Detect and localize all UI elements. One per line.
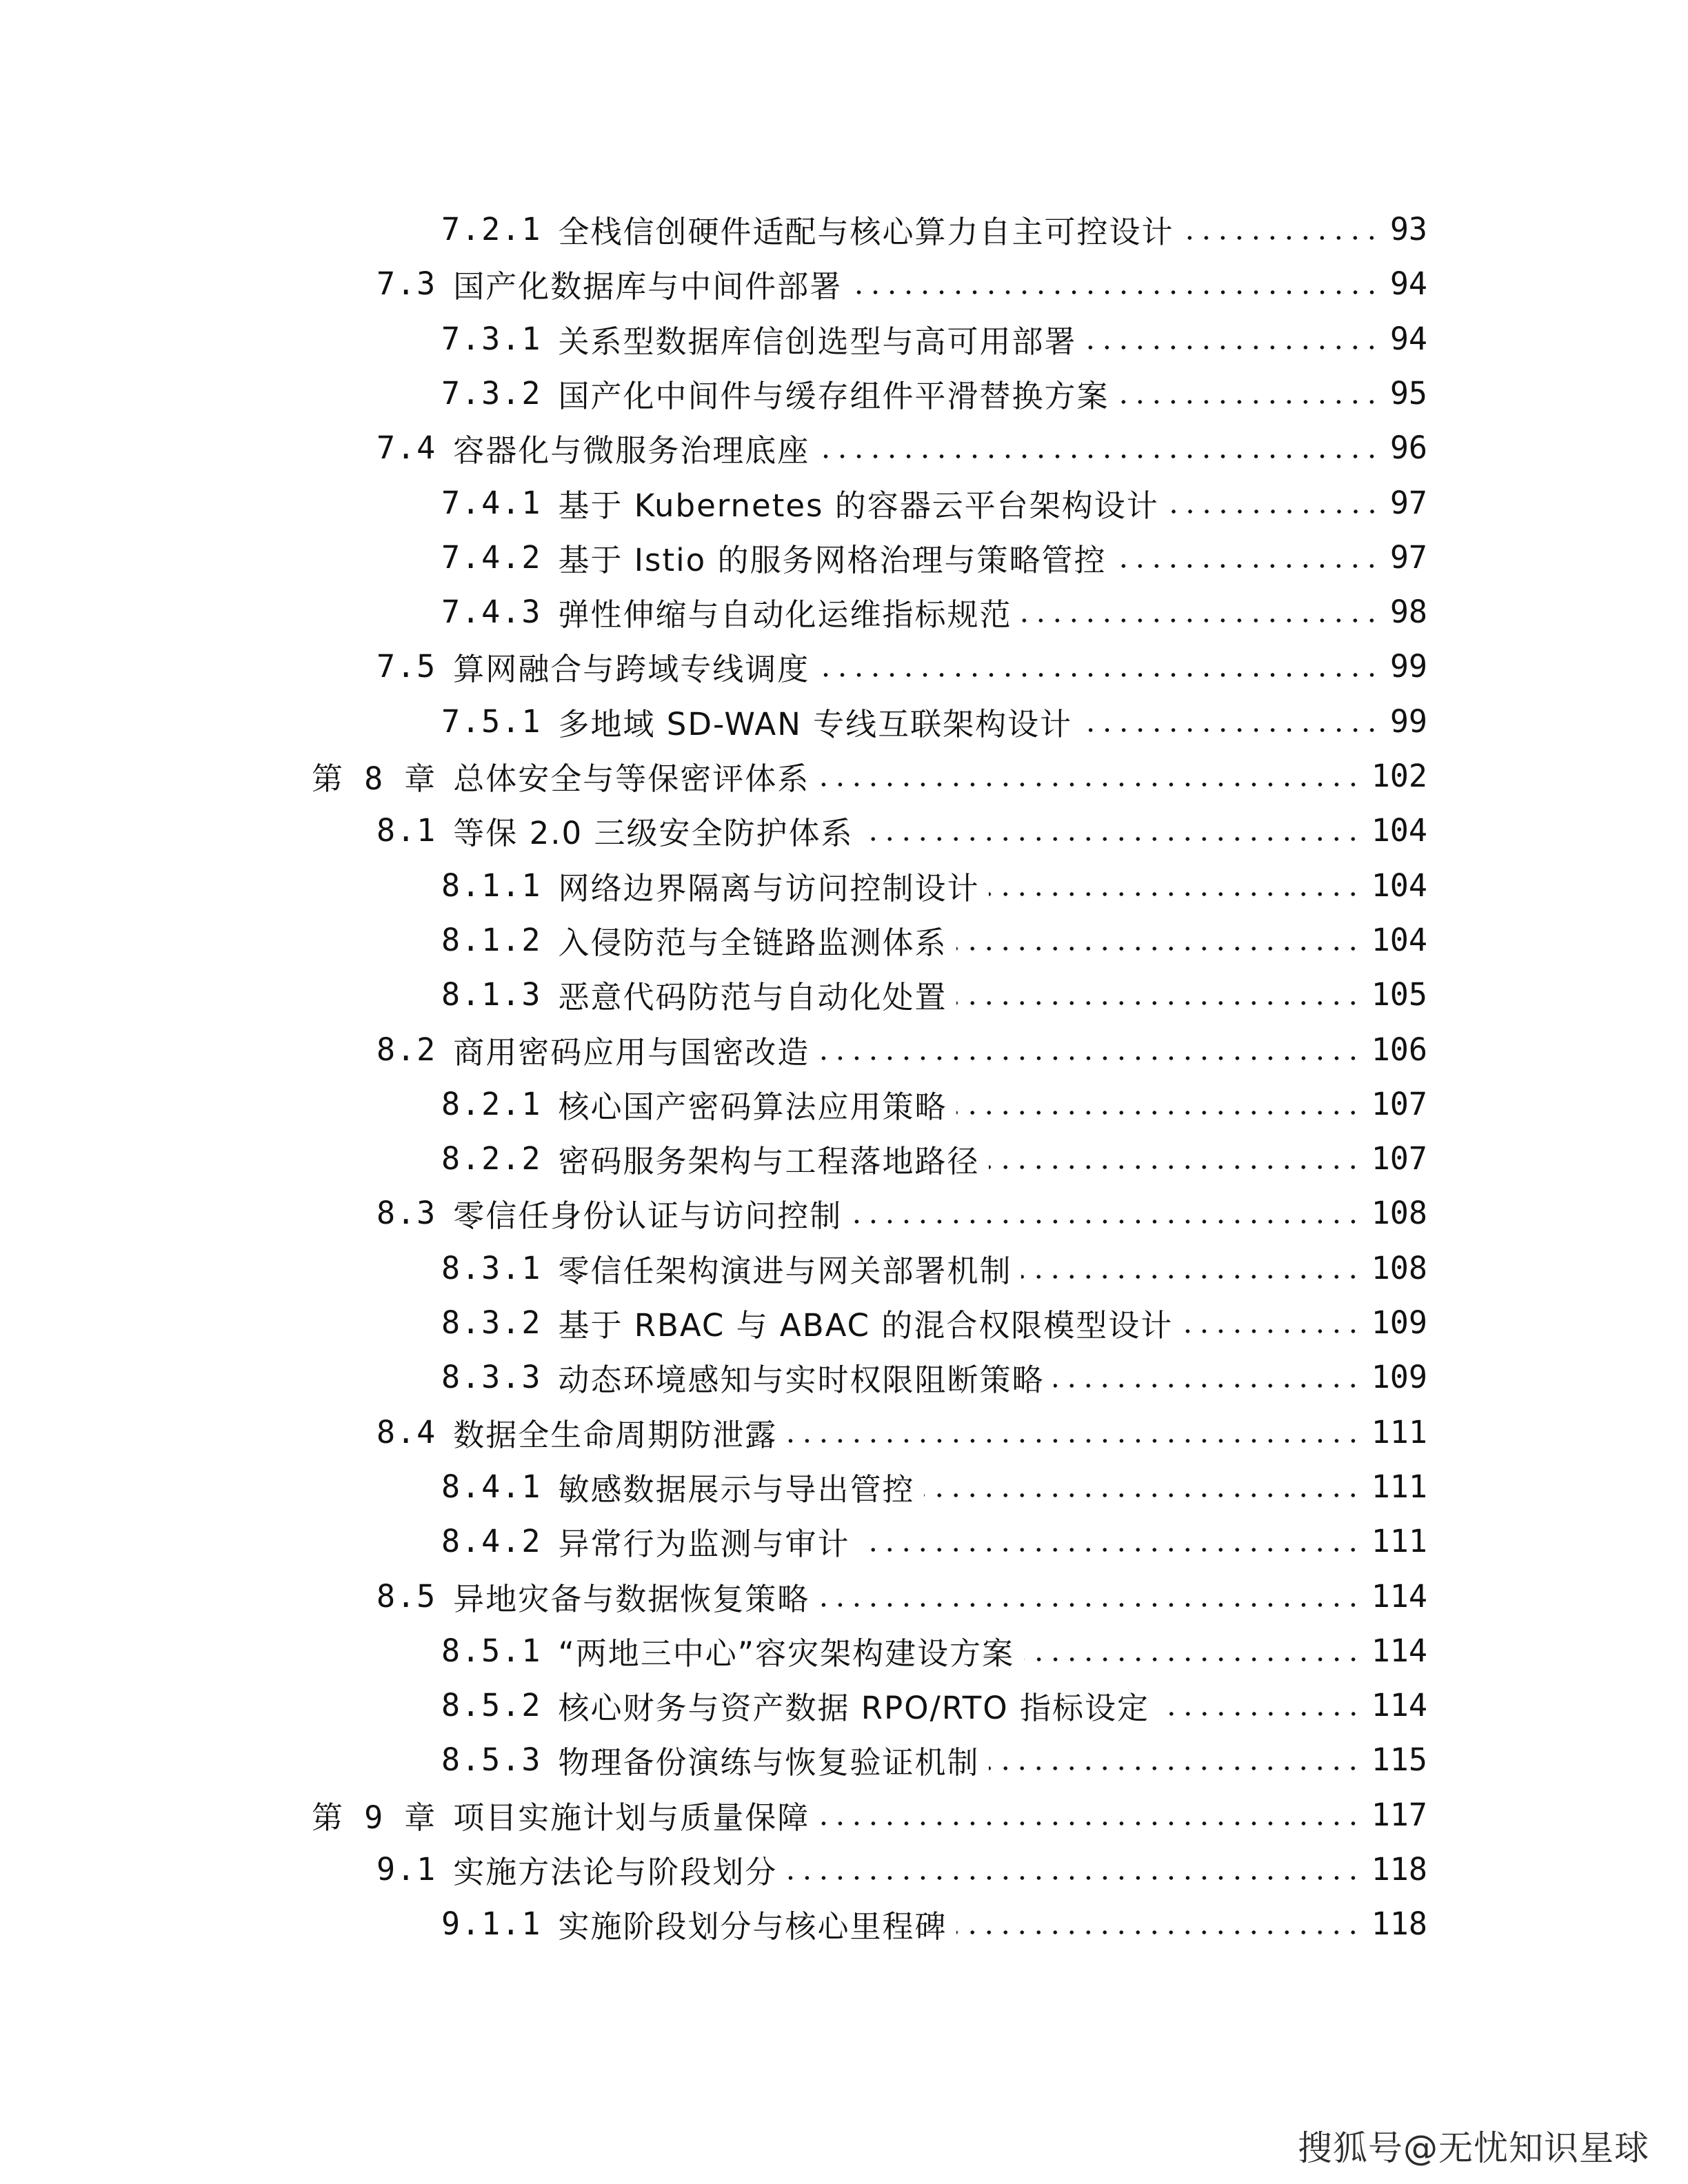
toc-entry-title: 网络边界隔离与访问控制设计 — [558, 869, 980, 907]
toc-dot-leader — [1021, 1253, 1361, 1283]
toc-entry[interactable] — [441, 584, 1427, 639]
toc-entry-number: 8.2 — [376, 1031, 437, 1068]
toc-dot-leader — [787, 1417, 1361, 1447]
toc-entry[interactable] — [441, 365, 1427, 421]
toc-page-number: 107 — [1371, 1140, 1427, 1177]
toc-dot-leader — [1086, 323, 1380, 354]
toc-page-number: 114 — [1371, 1686, 1427, 1723]
toc-dot-leader — [989, 1744, 1361, 1775]
toc-dot-leader — [989, 870, 1361, 900]
toc-entry-number: 8.2.1 — [441, 1085, 542, 1122]
toc-dot-leader — [819, 760, 1361, 791]
toc-entry[interactable] — [441, 858, 1427, 913]
toc-page-number: 99 — [1389, 647, 1427, 685]
toc-entry-title: 基于 Kubernetes 的容器云平台架构设计 — [558, 487, 1159, 524]
toc-entry-title: “两地三中心”容灾架构建设方案 — [558, 1635, 1015, 1672]
toc-entry-title: 基于 Istio 的服务网格治理与策略管控 — [558, 541, 1107, 578]
toc-entry-number: 8.3.1 — [441, 1249, 542, 1286]
toc-dot-leader — [863, 815, 1361, 845]
toc-entry-title: 多地域 SD-WAN 专线互联架构设计 — [558, 705, 1073, 742]
toc-entry-title: 等保 2.0 三级安全防护体系 — [453, 814, 854, 851]
toc-dot-leader — [956, 924, 1361, 955]
toc-dot-leader — [819, 1034, 1361, 1064]
toc-page-number: 117 — [1371, 1796, 1427, 1833]
toc-entry[interactable] — [376, 1841, 1427, 1897]
toc-entry[interactable] — [441, 529, 1427, 585]
toc-page-number: 95 — [1389, 374, 1427, 412]
toc-entry-number: 第 8 章 — [312, 760, 437, 797]
toc-entry-title: 国产化中间件与缓存组件平滑替换方案 — [558, 377, 1109, 414]
toc-page-number: 104 — [1371, 921, 1427, 958]
toc-entry-title: 实施方法论与阶段划分 — [453, 1853, 778, 1890]
toc-page-number: 108 — [1371, 1249, 1427, 1286]
toc-dot-leader — [1118, 378, 1380, 408]
toc-page-number: 107 — [1371, 1085, 1427, 1122]
toc-entry[interactable] — [376, 420, 1427, 475]
toc-dot-leader — [819, 651, 1380, 681]
toc-entry-number: 8.5.2 — [441, 1686, 542, 1723]
toc-page-number: 109 — [1371, 1358, 1427, 1395]
toc-page-number: 118 — [1371, 1905, 1427, 1942]
toc-entry-number: 7.5.1 — [441, 702, 542, 740]
toc-entry[interactable] — [376, 802, 1427, 858]
toc-entry-title: 实施阶段划分与核心里程碑 — [558, 1908, 947, 1945]
toc-dot-leader — [1183, 214, 1380, 244]
toc-entry-title: 敏感数据展示与导出管控 — [558, 1470, 915, 1508]
toc-entry-title: 基于 RBAC 与 ABAC 的混合权限模型设计 — [558, 1306, 1174, 1344]
toc-entry[interactable] — [441, 1295, 1427, 1350]
toc-dot-leader — [859, 1526, 1361, 1556]
toc-entry-number: 7.2.1 — [441, 210, 542, 247]
toc-entry-number: 7.4.1 — [441, 484, 542, 521]
toc-entry-title: 容器化与微服务治理底座 — [453, 432, 810, 469]
toc-entry[interactable] — [441, 1513, 1427, 1568]
toc-entry-title: 零信任架构演进与网关部署机制 — [558, 1252, 1012, 1289]
toc-chapter-entry[interactable] — [312, 748, 1427, 803]
toc-entry-title: 恶意代码防范与自动化处置 — [558, 978, 947, 1015]
toc-entry-number: 8.1.3 — [441, 975, 542, 1013]
toc-dot-leader — [1054, 1362, 1361, 1392]
toc-entry-title: 入侵防范与全链路监测体系 — [558, 924, 947, 961]
toc-entry-title: 零信任身份认证与访问控制 — [453, 1197, 843, 1234]
toc-dot-leader — [819, 432, 1380, 463]
toc-dot-leader — [1159, 1690, 1362, 1720]
toc-entry-number: 8.1.2 — [441, 921, 542, 958]
toc-entry-number: 7.4 — [376, 429, 437, 466]
toc-entry[interactable] — [441, 1131, 1427, 1186]
toc-entry-number: 8.5.1 — [441, 1632, 542, 1669]
toc-entry[interactable] — [441, 1677, 1427, 1732]
toc-page-number: 108 — [1371, 1194, 1427, 1231]
toc-entry[interactable] — [441, 694, 1427, 749]
toc-dot-leader — [819, 1799, 1361, 1830]
toc-entry-title: 异地灾备与数据恢复策略 — [453, 1580, 810, 1617]
toc-entry[interactable] — [441, 1896, 1427, 1951]
toc-dot-leader — [956, 979, 1361, 1009]
toc-entry[interactable] — [441, 1076, 1427, 1131]
toc-entry[interactable] — [376, 1404, 1427, 1459]
toc-entry-number: 8.3 — [376, 1194, 437, 1231]
toc-entry[interactable] — [441, 912, 1427, 967]
toc-dot-leader — [1116, 542, 1380, 572]
toc-dot-leader — [1183, 1307, 1361, 1337]
toc-page-number: 104 — [1371, 811, 1427, 849]
toc-page-number: 104 — [1371, 867, 1427, 904]
toc-entry-number: 8.3.2 — [441, 1304, 542, 1341]
toc-dot-leader — [852, 268, 1380, 299]
toc-entry-number: 7.4.3 — [441, 593, 542, 630]
toc-page-number: 111 — [1371, 1413, 1427, 1450]
toc-page-number: 94 — [1389, 265, 1427, 302]
toc-entry[interactable] — [376, 638, 1427, 694]
toc-dot-leader — [989, 1143, 1361, 1173]
toc-chapter-entry[interactable] — [312, 1787, 1427, 1842]
toc-page-number: 114 — [1371, 1632, 1427, 1669]
toc-page-number: 97 — [1389, 484, 1427, 521]
toc-entry-title: 动态环境感知与实时权限阻断策略 — [558, 1361, 1045, 1398]
toc-page-number: 105 — [1371, 975, 1427, 1013]
toc-entry-number: 9.1 — [376, 1850, 437, 1888]
toc-dot-leader — [956, 1089, 1361, 1119]
toc-entry-number: 7.3 — [376, 265, 437, 302]
toc-page-number: 114 — [1371, 1577, 1427, 1615]
toc-entry-number: 8.2.2 — [441, 1140, 542, 1177]
toc-dot-leader — [1082, 706, 1380, 736]
toc-page-number: 97 — [1389, 538, 1427, 576]
toc-entry-number: 8.4 — [376, 1413, 437, 1450]
toc-page-number: 109 — [1371, 1304, 1427, 1341]
toc-entry-title: 核心国产密码算法应用策略 — [558, 1088, 947, 1125]
toc-entry-number: 8.4.2 — [441, 1522, 542, 1559]
toc-page-number: 111 — [1371, 1468, 1427, 1505]
toc-page-number: 96 — [1389, 429, 1427, 466]
toc-dot-leader — [1024, 1635, 1362, 1666]
toc-entry-number: 8.3.3 — [441, 1358, 542, 1395]
toc-entry-title: 国产化数据库与中间件部署 — [453, 267, 843, 305]
toc-entry-title: 总体安全与等保密评体系 — [453, 760, 810, 797]
toc-entry[interactable] — [441, 1623, 1427, 1678]
toc-page-number: 94 — [1389, 320, 1427, 357]
toc-entry-title: 密码服务架构与工程落地路径 — [558, 1142, 980, 1180]
toc-page-number: 93 — [1389, 210, 1427, 247]
watermark: 搜狐号@无忧知识星球 — [1298, 2128, 1649, 2168]
toc-page-number: 118 — [1371, 1850, 1427, 1888]
toc-dot-leader — [956, 1908, 1361, 1939]
toc-page-number: 111 — [1371, 1522, 1427, 1559]
toc-entry-title: 数据全生命周期防泄露 — [453, 1416, 778, 1453]
toc-entry-title: 异常行为监测与审计 — [558, 1525, 850, 1562]
toc-dot-leader — [1169, 487, 1380, 518]
toc-entry-number: 7.3.2 — [441, 374, 542, 412]
toc-entry-number: 8.5.3 — [441, 1741, 542, 1778]
toc-entry[interactable] — [441, 311, 1427, 366]
toc-entry[interactable] — [441, 1240, 1427, 1295]
toc-entry-title: 物理备份演练与恢复验证机制 — [558, 1743, 980, 1781]
toc-entry-number: 7.5 — [376, 647, 437, 685]
toc-entry[interactable] — [441, 1459, 1427, 1514]
toc-entry[interactable] — [376, 1185, 1427, 1240]
toc-entry[interactable] — [441, 201, 1427, 256]
toc-page-number: 106 — [1371, 1031, 1427, 1068]
toc-page-number: 99 — [1389, 702, 1427, 740]
toc-entry-title: 关系型数据库信创选型与高可用部署 — [558, 323, 1077, 360]
toc-entry-number: 第 9 章 — [312, 1799, 437, 1836]
toc-page-number: 98 — [1389, 593, 1427, 630]
toc-entry[interactable] — [441, 967, 1427, 1022]
toc-entry[interactable] — [441, 1349, 1427, 1404]
toc-entry-title: 商用密码应用与国密改造 — [453, 1033, 810, 1071]
toc-page-number: 115 — [1371, 1741, 1427, 1778]
toc-entry-title: 核心财务与资产数据 RPO/RTO 指标设定 — [558, 1689, 1149, 1726]
toc-entry-number: 9.1.1 — [441, 1905, 542, 1942]
toc-dot-leader — [1021, 596, 1380, 627]
toc-entry[interactable] — [441, 1732, 1427, 1787]
toc-entry[interactable] — [376, 1022, 1427, 1077]
toc-entry-number: 8.5 — [376, 1577, 437, 1615]
toc-dot-leader — [787, 1854, 1361, 1884]
toc-entry[interactable] — [376, 256, 1427, 311]
toc-entry-number: 8.4.1 — [441, 1468, 542, 1505]
toc-entry[interactable] — [376, 1568, 1427, 1624]
toc-entry-number: 8.1.1 — [441, 867, 542, 904]
toc-dot-leader — [852, 1197, 1361, 1228]
toc-entry-number: 7.3.1 — [441, 320, 542, 357]
toc-entry-title: 弹性伸缩与自动化运维指标规范 — [558, 596, 1012, 633]
toc-page-number: 102 — [1371, 757, 1427, 794]
toc-entry-title: 算网融合与跨域专线调度 — [453, 650, 810, 687]
toc-entry-title: 项目实施计划与质量保障 — [453, 1799, 810, 1836]
toc-dot-leader — [924, 1471, 1361, 1502]
toc-entry-number: 7.4.2 — [441, 538, 542, 576]
toc-entry-number: 8.1 — [376, 811, 437, 849]
toc-entry-title: 全栈信创硬件适配与核心算力自主可控设计 — [558, 213, 1174, 250]
toc-dot-leader — [819, 1581, 1361, 1611]
toc-entry[interactable] — [441, 475, 1427, 530]
